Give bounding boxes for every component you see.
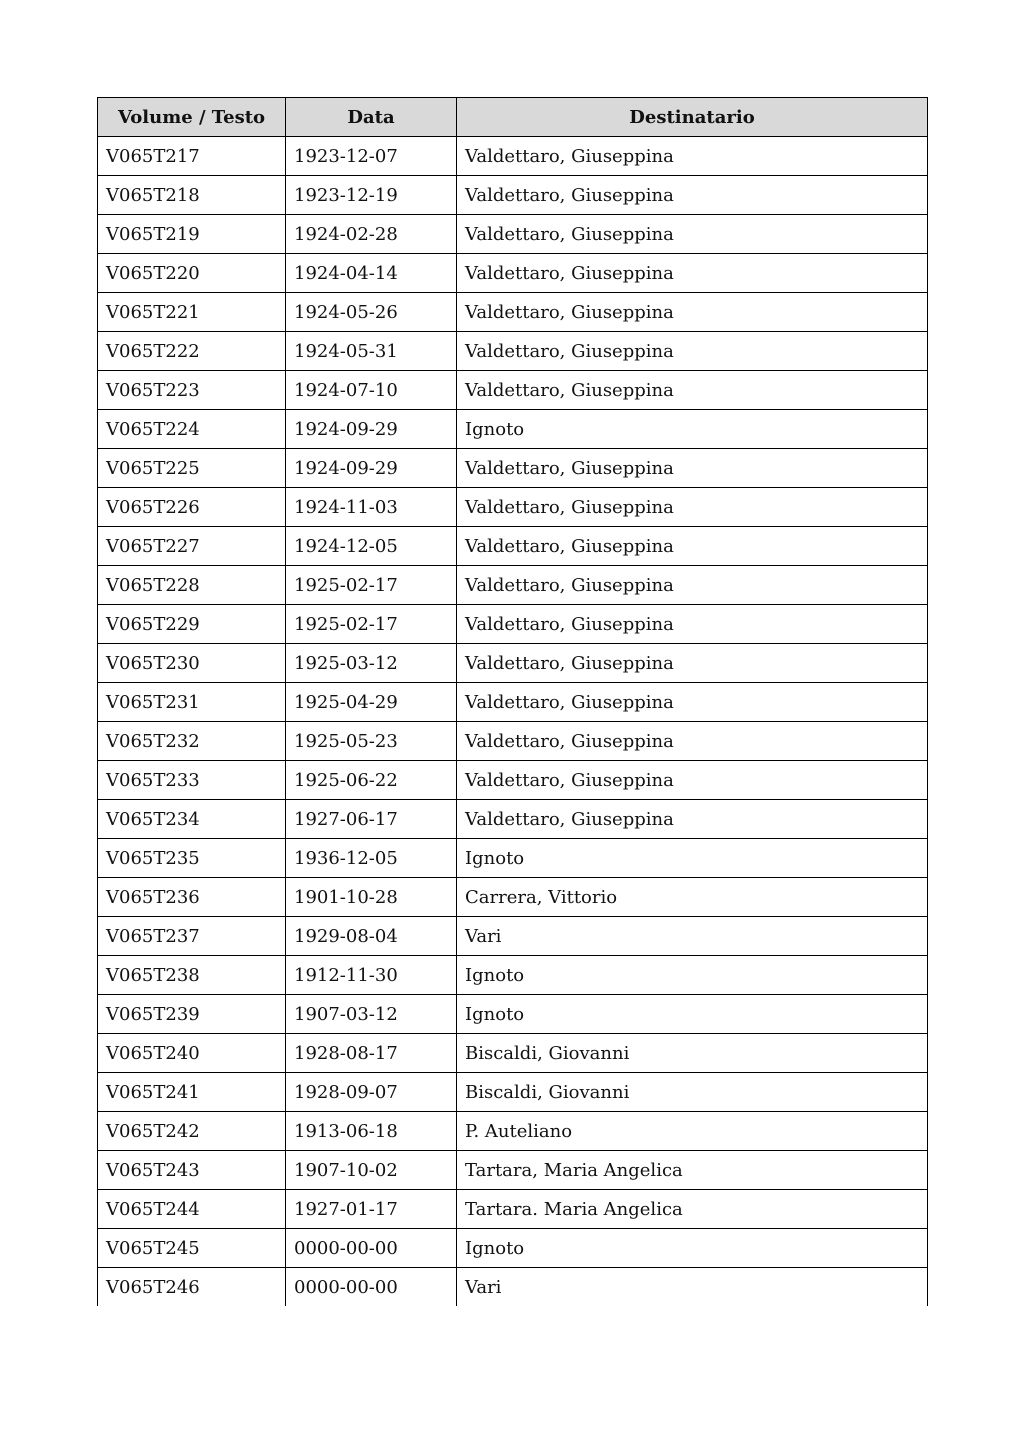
cell-volume-testo: V065T227 [98,527,286,566]
cell-destinatario: Valdettaro, Giuseppina [457,566,928,605]
cell-destinatario: Ignoto [457,995,928,1034]
cell-volume-testo: V065T226 [98,488,286,527]
cell-destinatario: Valdettaro, Giuseppina [457,644,928,683]
cell-destinatario: Tartara. Maria Angelica [457,1190,928,1229]
cell-destinatario: Valdettaro, Giuseppina [457,293,928,332]
cell-destinatario: Valdettaro, Giuseppina [457,722,928,761]
table-row [98,527,928,566]
cell-data: 1936-12-05 [286,839,457,878]
cell-destinatario: Valdettaro, Giuseppina [457,449,928,488]
cell-volume-testo: V065T220 [98,254,286,293]
cell-destinatario: Valdettaro, Giuseppina [457,371,928,410]
table-row [98,488,928,527]
table-row [98,1034,928,1073]
cell-data: 1924-09-29 [286,410,457,449]
table-row [98,917,928,956]
cell-data: 1929-08-04 [286,917,457,956]
cell-volume-testo: V065T225 [98,449,286,488]
table-row [98,1229,928,1268]
cell-destinatario: Valdettaro, Giuseppina [457,800,928,839]
table-row [98,995,928,1034]
cell-destinatario: Valdettaro, Giuseppina [457,605,928,644]
table-row [98,137,928,176]
cell-destinatario: Ignoto [457,1229,928,1268]
cell-destinatario: Tartara, Maria Angelica [457,1151,928,1190]
cell-destinatario: Valdettaro, Giuseppina [457,332,928,371]
table-row [98,956,928,995]
cell-volume-testo: V065T242 [98,1112,286,1151]
table-row [98,566,928,605]
cell-volume-testo: V065T234 [98,800,286,839]
cell-destinatario: P. Auteliano [457,1112,928,1151]
cell-data: 0000-00-00 [286,1229,457,1268]
cell-volume-testo: V065T224 [98,410,286,449]
cell-data: 1924-05-31 [286,332,457,371]
cell-data: 1925-02-17 [286,605,457,644]
cell-volume-testo: V065T237 [98,917,286,956]
cell-data: 1925-05-23 [286,722,457,761]
table-row [98,371,928,410]
cell-volume-testo: V065T218 [98,176,286,215]
table-row [98,1268,928,1307]
cell-destinatario: Valdettaro, Giuseppina [457,683,928,722]
cell-volume-testo: V065T233 [98,761,286,800]
cell-data: 1907-10-02 [286,1151,457,1190]
cell-destinatario: Valdettaro, Giuseppina [457,488,928,527]
cell-data: 1912-11-30 [286,956,457,995]
cell-data: 1925-04-29 [286,683,457,722]
cell-destinatario: Biscaldi, Giovanni [457,1034,928,1073]
cell-data: 1925-03-12 [286,644,457,683]
table-row [98,293,928,332]
table-row [98,722,928,761]
cell-data: 1901-10-28 [286,878,457,917]
cell-volume-testo: V065T245 [98,1229,286,1268]
cell-volume-testo: V065T228 [98,566,286,605]
cell-destinatario: Valdettaro, Giuseppina [457,215,928,254]
cell-data: 0000-00-00 [286,1268,457,1307]
table-row [98,449,928,488]
table-header-row [98,98,928,137]
table-row [98,761,928,800]
cell-destinatario: Carrera, Vittorio [457,878,928,917]
cell-data: 1927-01-17 [286,1190,457,1229]
cell-data: 1924-02-28 [286,215,457,254]
cell-data: 1925-02-17 [286,566,457,605]
cell-destinatario: Ignoto [457,410,928,449]
cell-destinatario: Ignoto [457,839,928,878]
table-row [98,800,928,839]
cell-data: 1924-12-05 [286,527,457,566]
header-destinatario: Destinatario [457,98,928,137]
cell-data: 1924-09-29 [286,449,457,488]
table-row [98,878,928,917]
cell-volume-testo: V065T246 [98,1268,286,1307]
cell-volume-testo: V065T244 [98,1190,286,1229]
cell-data: 1928-09-07 [286,1073,457,1112]
table-row [98,1073,928,1112]
cell-data: 1927-06-17 [286,800,457,839]
cell-destinatario: Vari [457,917,928,956]
cell-volume-testo: V065T243 [98,1151,286,1190]
table-row [98,254,928,293]
table-row [98,1190,928,1229]
table-row [98,410,928,449]
table-row [98,332,928,371]
cell-volume-testo: V065T219 [98,215,286,254]
cell-volume-testo: V065T239 [98,995,286,1034]
cell-volume-testo: V065T235 [98,839,286,878]
cell-destinatario: Valdettaro, Giuseppina [457,254,928,293]
cell-data: 1923-12-19 [286,176,457,215]
header-volume-testo: Volume / Testo [98,98,286,137]
table-row [98,839,928,878]
cell-destinatario: Valdettaro, Giuseppina [457,761,928,800]
table-row [98,215,928,254]
cell-volume-testo: V065T221 [98,293,286,332]
cell-destinatario: Vari [457,1268,928,1307]
cell-destinatario: Valdettaro, Giuseppina [457,527,928,566]
table-row [98,683,928,722]
cell-volume-testo: V065T238 [98,956,286,995]
table-body [98,137,928,1307]
cell-volume-testo: V065T222 [98,332,286,371]
cell-volume-testo: V065T232 [98,722,286,761]
cell-volume-testo: V065T230 [98,644,286,683]
table-row [98,1151,928,1190]
cell-destinatario: Valdettaro, Giuseppina [457,176,928,215]
table-row [98,644,928,683]
table-row [98,1112,928,1151]
cell-data: 1925-06-22 [286,761,457,800]
cell-volume-testo: V065T231 [98,683,286,722]
cell-volume-testo: V065T240 [98,1034,286,1073]
cell-volume-testo: V065T236 [98,878,286,917]
cell-destinatario: Valdettaro, Giuseppina [457,137,928,176]
cell-data: 1907-03-12 [286,995,457,1034]
cell-data: 1928-08-17 [286,1034,457,1073]
cell-data: 1924-05-26 [286,293,457,332]
cell-data: 1913-06-18 [286,1112,457,1151]
table-row [98,176,928,215]
cell-volume-testo: V065T229 [98,605,286,644]
letters-index-table [97,97,928,1306]
table-row [98,605,928,644]
cell-destinatario: Biscaldi, Giovanni [457,1073,928,1112]
cell-destinatario: Ignoto [457,956,928,995]
header-data: Data [286,98,457,137]
cell-data: 1924-04-14 [286,254,457,293]
cell-volume-testo: V065T223 [98,371,286,410]
cell-data: 1924-11-03 [286,488,457,527]
cell-data: 1924-07-10 [286,371,457,410]
cell-data: 1923-12-07 [286,137,457,176]
cell-volume-testo: V065T217 [98,137,286,176]
cell-volume-testo: V065T241 [98,1073,286,1112]
